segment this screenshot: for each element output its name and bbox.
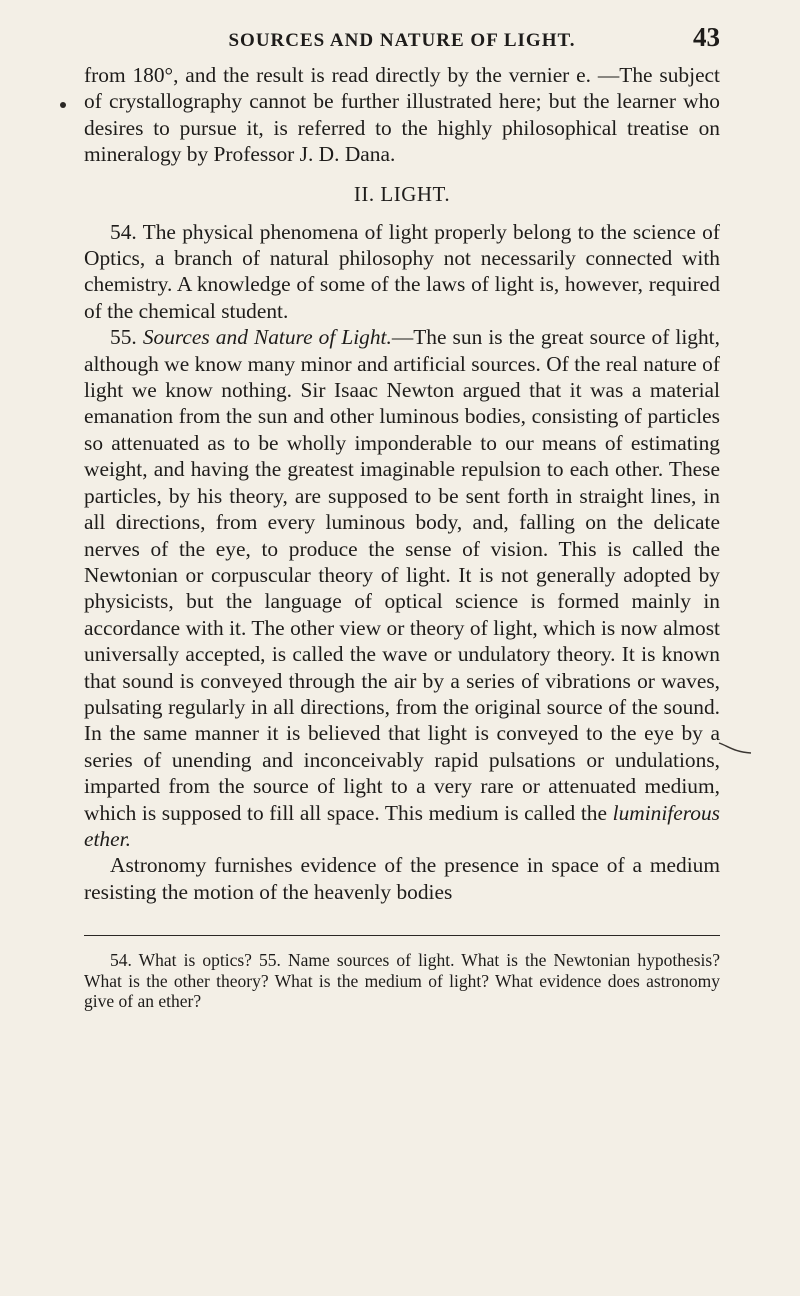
page-header bbox=[84, 22, 720, 62]
continued-paragraph: from 180°, and the result is read directly by the vernier e. —The subject of crystallography cannot be further illustrated here; but the learner who desires to pursue it, is referred to the highly philosophical treatise on mineralogy by Professor J. D. Dana. bbox=[84, 63, 720, 167]
italic-term: luminiferous ether. bbox=[84, 800, 720, 851]
margin-pen-mark bbox=[718, 742, 752, 754]
footnote-divider bbox=[84, 935, 720, 936]
paragraph-astronomy: Astronomy furnishes evidence of the presence in space of a medium resisting the motion of the heavenly bodies bbox=[84, 853, 720, 904]
page-number: 43 bbox=[693, 22, 720, 52]
review-questions: 54. What is optics? 55. Name sources of light. What is the Newtonian hypothesis? What is the other theory? What is the medium of light? What evidence does astronomy give of an ether? bbox=[84, 950, 720, 1012]
paragraph-55 bbox=[84, 324, 720, 852]
paragraph-body: —The sun is the great source of light, although we know many minor and artificial sources. Of the real nature of light we know nothing. Sir Isaac Newton argued that it was a material emanation from the sun and other luminous bodies, consisting of particles so attenuated as to be wholly imponderable to our means of estimating weight, and having the greatest imaginable repulsion to each other. These particles, by his theory, are supposed to be sent forth in straight lines, in all directions, from every luminous body, and, falling on the delicate nerves of the eye, to produce the sense of vision. This is called the Newtonian or corpuscular theory of light. It is not generally adopted by physicists, but the language of optical science is formed mainly in accordance with it. The other view or theory of light, which is now almost universally accepted, is called the wave or undulatory theory. It is known that sound is conveyed through the air by a series of vibrations or waves, pulsating regularly in all directions, from the original source of the sound. In the same manner it is believed that light is conveyed to the eye by a series of unending and inconceivably rapid pulsations or undulations, imparted from the source of light to a very rare or attenuated medium, which is supposed to fill all space. This medium is called the bbox=[84, 325, 720, 825]
margin-dot-mark bbox=[60, 102, 66, 108]
paragraph-54: 54. The physical phenomena of light properly belong to the science of Optics, a branch of natural philosophy not necessarily connected with chemistry. A knowledge of some of the laws of light is, however, required of the chemical student. bbox=[84, 219, 720, 323]
paragraph-title: Sources and Nature of Light. bbox=[142, 325, 392, 350]
section-heading: II. LIGHT. bbox=[353, 181, 451, 206]
paragraph-number: 55. bbox=[110, 325, 137, 350]
running-title: SOURCES AND NATURE OF LIGHT. bbox=[228, 30, 576, 51]
